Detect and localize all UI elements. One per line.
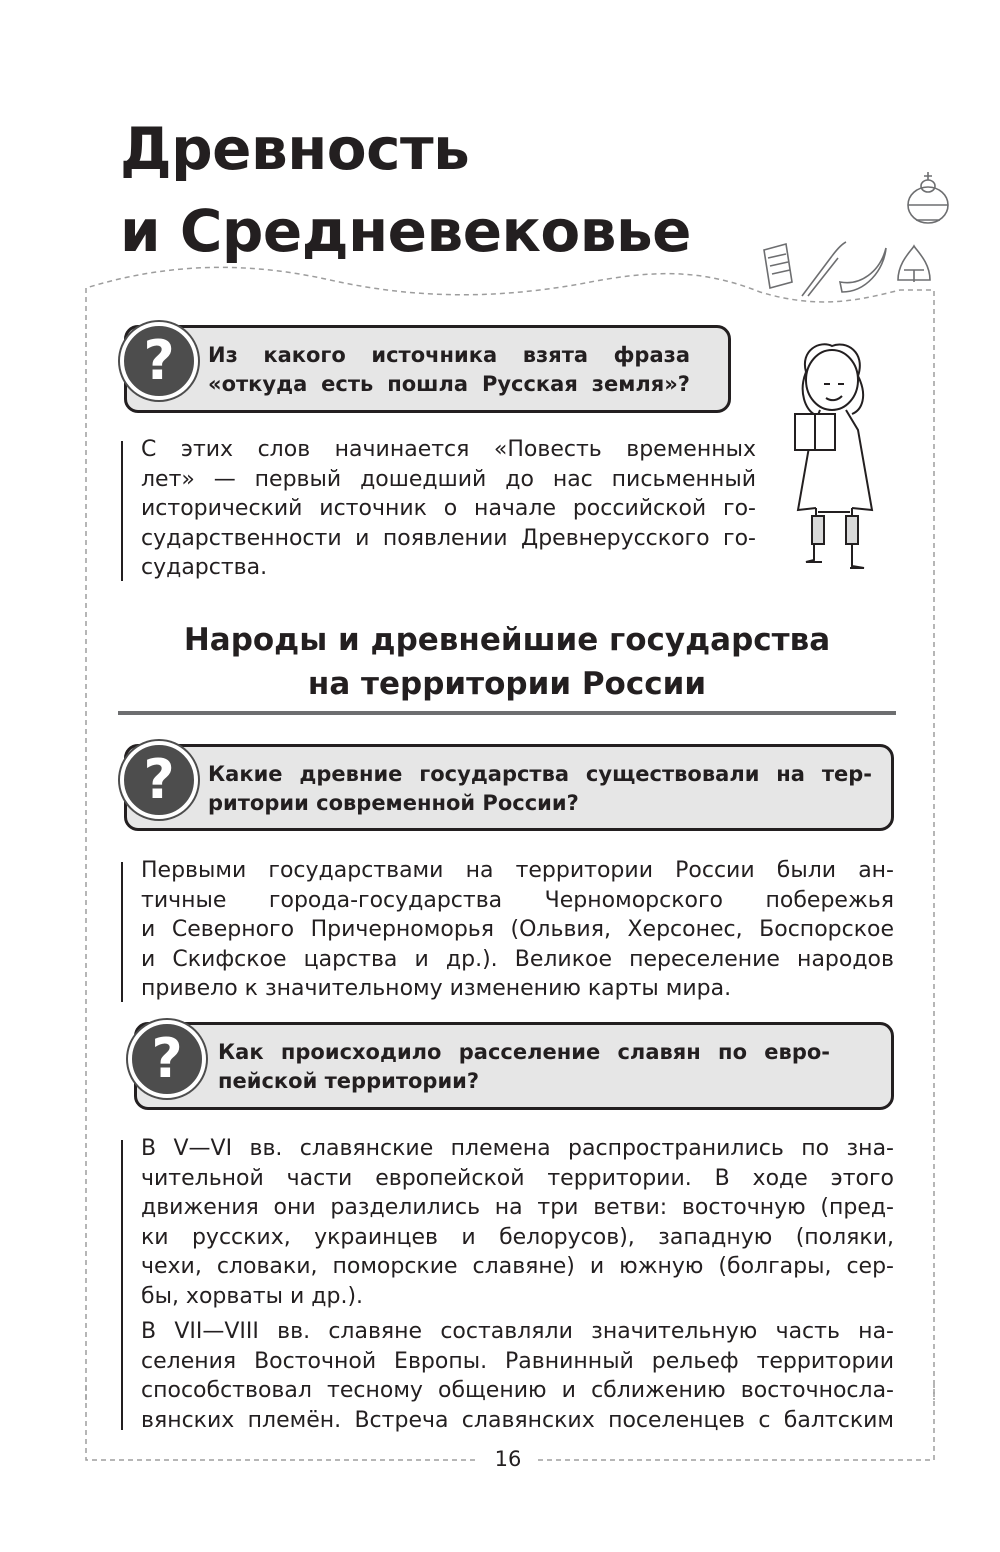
answer-margin-bar bbox=[121, 862, 123, 1002]
quill-icon bbox=[802, 242, 846, 296]
answer-line: способствовал тесному общению и сближению восточносла- bbox=[141, 1378, 894, 1403]
question-line: пейской территории? bbox=[218, 1069, 480, 1093]
chapter-title-line2: и Средневековье bbox=[120, 197, 691, 265]
peter-illustration bbox=[795, 344, 872, 568]
chapter-title bbox=[120, 108, 740, 272]
answer-line: сударственности и появлении Древнерусского го- bbox=[141, 525, 756, 551]
question-line: Из какого источника взята фраза bbox=[208, 343, 690, 367]
question-text bbox=[208, 760, 872, 818]
answer-margin-bar bbox=[121, 441, 123, 581]
question-line: ритории современной России? bbox=[208, 791, 579, 815]
page-number: 16 bbox=[480, 1444, 536, 1474]
answer-line: и Скифское царства и др.). Великое переселение народов bbox=[141, 946, 894, 972]
question-line: «откуда есть пошла Русская земля»? bbox=[208, 372, 690, 396]
question-box-2 bbox=[124, 744, 894, 831]
section-title-line1: Народы и древнейшие государства bbox=[183, 622, 831, 658]
section-title bbox=[120, 618, 894, 706]
question-mark-icon: ? bbox=[120, 322, 198, 400]
answer-paragraph-1 bbox=[141, 435, 756, 583]
helmet-icon bbox=[898, 246, 930, 282]
horn-icon bbox=[840, 248, 886, 292]
answer-line: движения они разделились на три ветви: восточную (пред- bbox=[141, 1195, 894, 1220]
answer-line: бы, хорваты и др.). bbox=[141, 1283, 364, 1309]
answer-line: Первыми государствами на территории России были ан- bbox=[141, 858, 894, 883]
answer-line: лет» — первый дошедший до нас письменный bbox=[141, 466, 756, 492]
answer-paragraph-2 bbox=[141, 856, 894, 1004]
answer-line: тичные города-государства Черноморского побережья bbox=[141, 887, 894, 913]
answer-line: В VII—VIII вв. славяне составляли значительную часть на- bbox=[141, 1319, 894, 1344]
section-divider bbox=[118, 711, 896, 715]
scroll-icon bbox=[764, 244, 792, 288]
question-mark-icon: ? bbox=[120, 741, 198, 819]
question-line: Как происходило расселение славян по евро- bbox=[218, 1040, 830, 1064]
answer-line: селения Восточной Европы. Равнинный рельеф территории bbox=[141, 1348, 894, 1374]
answer-line: и Северного Причерноморья (Ольвия, Херсонес, Боспорское bbox=[141, 917, 894, 942]
question-box-1 bbox=[124, 325, 731, 413]
answer-paragraph-3 bbox=[141, 1134, 894, 1435]
answer-line: ки русских, украинцев и белорусов), западную (поляки, bbox=[141, 1224, 894, 1250]
section-title-line2: на территории России bbox=[307, 666, 707, 702]
answer-line: вянских племён. Встреча славянских поселенцев с балтским bbox=[141, 1407, 894, 1433]
question-mark-icon: ? bbox=[128, 1020, 206, 1098]
answer-margin-bar bbox=[121, 1140, 123, 1430]
question-box-3 bbox=[134, 1022, 894, 1110]
question-line: Какие древние государства существовали на тер- bbox=[208, 762, 872, 786]
answer-line: В V—VI вв. славянские племена распространились по зна- bbox=[141, 1136, 894, 1161]
question-text bbox=[218, 1038, 830, 1096]
question-text bbox=[208, 341, 690, 399]
orb-icon bbox=[908, 172, 948, 223]
answer-line: чехи, словаки, поморские славяне) и южную (болгары, сер- bbox=[141, 1254, 894, 1279]
answer-line: чительной части европейской территории. В ходе этого bbox=[141, 1165, 894, 1191]
answer-line: С этих слов начинается «Повесть временных bbox=[141, 437, 756, 462]
chapter-title-line1: Древность bbox=[120, 115, 470, 183]
answer-line: исторический источник о начале российской го- bbox=[141, 496, 756, 521]
answer-line: привело к значительному изменению карты мира. bbox=[141, 976, 732, 1001]
answer-line: сударства. bbox=[141, 555, 268, 580]
